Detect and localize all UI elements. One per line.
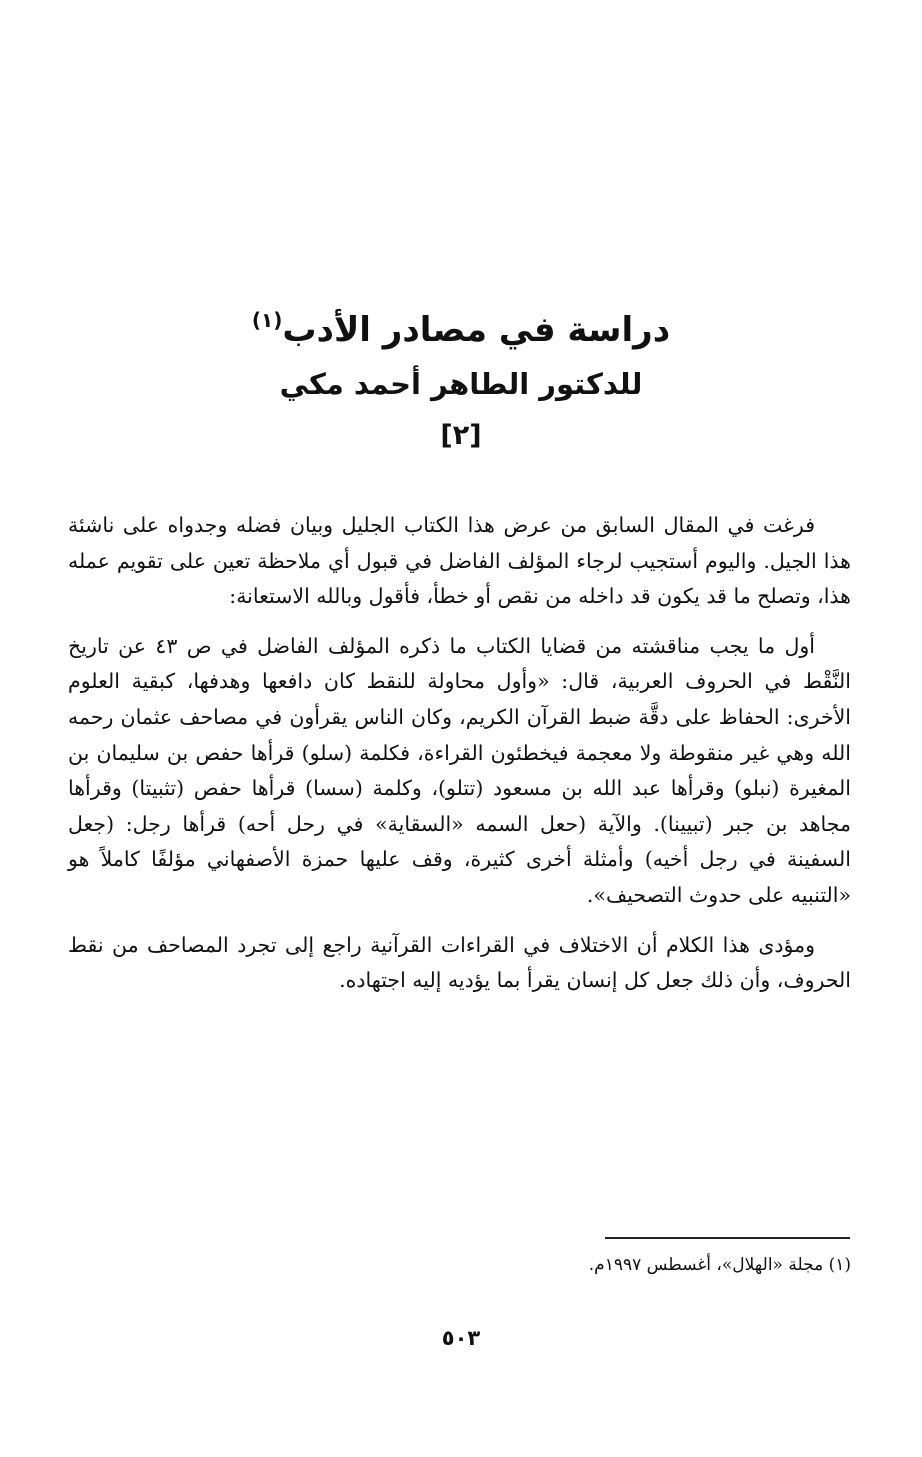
footnote-text: مجلة «الهلال»، أغسطس ١٩٩٧م. — [588, 1255, 824, 1275]
body-paragraph-1: فرغت في المقال السابق من عرض هذا الكتاب الجليل وبيان فضله وجدواه على ناشئة هذا الجيل. واليوم أستجيب لرجاء المؤلف الفاضل في قبول أي ملاحظة تعين على تقويم عمله هذا، وتصلح ما قد يكون قد داخله من نقص أو خطأ، فأقول وبالله الاستعانة: — [68, 513, 851, 609]
body-paragraph-3: ومؤدى هذا الكلام أن الاختلاف في القراءات القرآنية راجع إلى تجرد المصاحف من نقط الحروف، وأن ذلك جعل كل إنسان يقرأ بما يؤديه إليه اجتهاده. — [68, 932, 851, 993]
article-part-number: [٢] — [440, 420, 482, 451]
article-author: للدكتور الطاهر أحمد مكي — [279, 367, 643, 401]
article-title-text: دراسة في مصادر الأدب — [282, 310, 671, 350]
article-body — [68, 508, 851, 1013]
footnote-divider — [605, 1237, 850, 1239]
title-footnote-marker: (١) — [251, 308, 283, 332]
footnote — [300, 1250, 851, 1280]
body-paragraph-2: أول ما يجب مناقشته من قضايا الكتاب ما ذكره المؤلف الفاضل في ص ٤٣ عن تاريخ النَّقْط في الحروف العربية، قال: «وأول محاولة للنقط كان دافعها وهدفها، كبقية العلوم الأخرى: الحفاظ على دقَّة ضبط القرآن الكريم، وكان الناس يقرأون في مصاحف عثمان رحمه الله وهي غير منقوطة ولا معجمة فيخطئون القراءة، فكلمة (سلو) قرأها حفص بن سليمان بن المغيرة (نبلو) وقرأها عبد الله بن مسعود (تتلو)، وكلمة (سسا) قرأها حفص (تثبيتا) وقرأها مجاهد بن جبر (تبيينا). والآية (حعل السمه «السقاية» في رحل أحه) قرأها رجل: (جعل السفينة في رجل أخيه) وأمثلة أخرى كثيرة، وقف عليها حمزة الأصفهاني مؤلفًا كاملاً هو «التنبيه على حدوث التصحيف». — [68, 633, 851, 907]
footnote-marker: (١) — [828, 1255, 851, 1275]
page-number: ٥٠٣ — [441, 1326, 481, 1350]
article-title — [120, 292, 802, 358]
